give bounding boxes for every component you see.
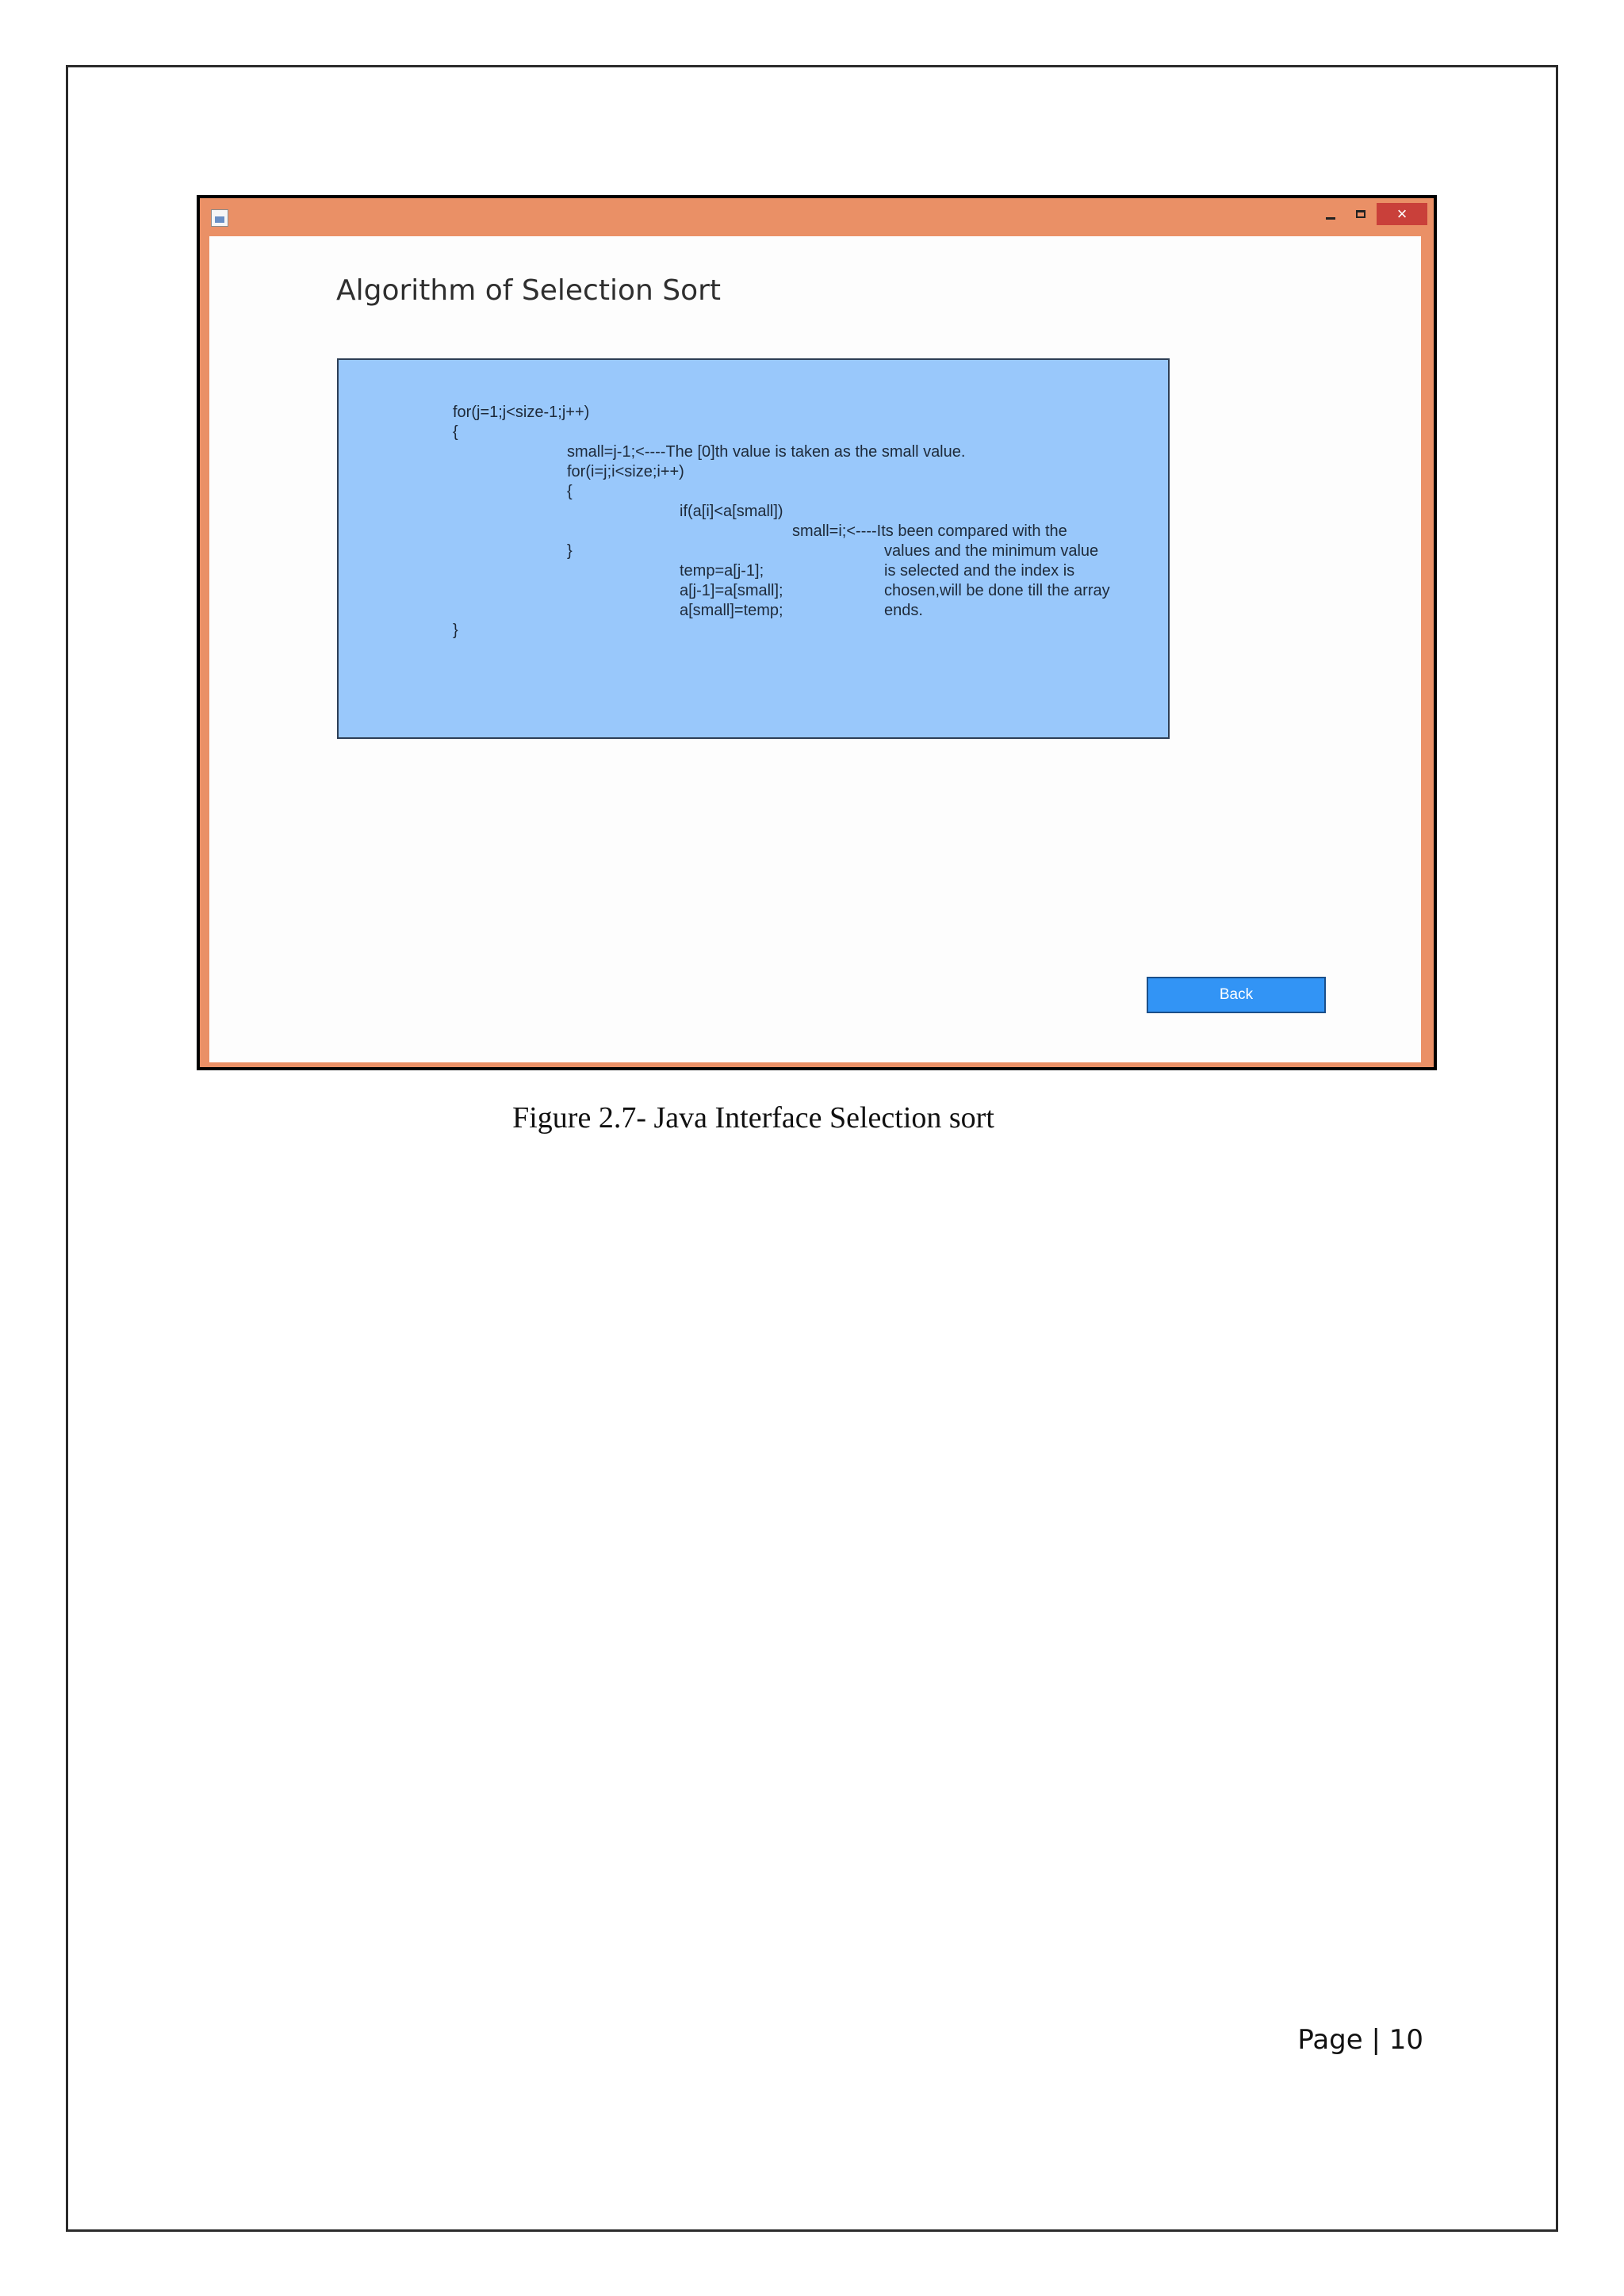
window-titlebar[interactable]	[200, 198, 1434, 236]
code-line: for(j=1;j<size-1;j++)	[453, 404, 590, 421]
code-line: }	[567, 542, 573, 560]
figure-caption	[0, 1100, 1507, 1135]
figure-caption-text: Figure 2.7- Java Interface Selection sort	[512, 1101, 994, 1135]
code-line: {	[567, 483, 573, 500]
code-line: small=j-1;<----The [0]th value is taken as the small value.	[567, 443, 966, 461]
code-line: small=i;<----Its been compared with the	[792, 522, 1067, 540]
code-line: for(i=j;i<size;i++)	[567, 463, 684, 480]
maximize-icon	[1356, 210, 1365, 218]
algorithm-code-panel	[337, 358, 1170, 739]
code-line: is selected and the index is	[884, 562, 1075, 580]
minimize-button[interactable]	[1315, 203, 1346, 225]
code-line: if(a[i]<a[small])	[680, 503, 783, 520]
java-app-icon	[211, 209, 228, 227]
app-window	[197, 195, 1437, 1070]
content-panel	[209, 236, 1421, 1062]
close-button[interactable]	[1377, 203, 1427, 225]
window-client-area	[200, 236, 1434, 1067]
page-title: Algorithm of Selection Sort	[336, 274, 722, 307]
page-number: Page | 10	[1297, 2024, 1423, 2056]
close-icon: ×	[1396, 204, 1408, 224]
code-line: a[small]=temp;	[680, 602, 783, 619]
maximize-button[interactable]	[1345, 203, 1377, 225]
code-line: a[j-1]=a[small];	[680, 582, 783, 599]
back-button[interactable]: Back	[1147, 977, 1326, 1013]
code-line: values and the minimum value	[884, 542, 1099, 560]
minimize-icon	[1326, 217, 1335, 220]
code-line: temp=a[j-1];	[680, 562, 764, 580]
code-line: ends.	[884, 602, 923, 619]
code-line: chosen,will be done till the array	[884, 582, 1110, 599]
code-line: {	[453, 423, 458, 441]
code-line: }	[453, 622, 458, 639]
